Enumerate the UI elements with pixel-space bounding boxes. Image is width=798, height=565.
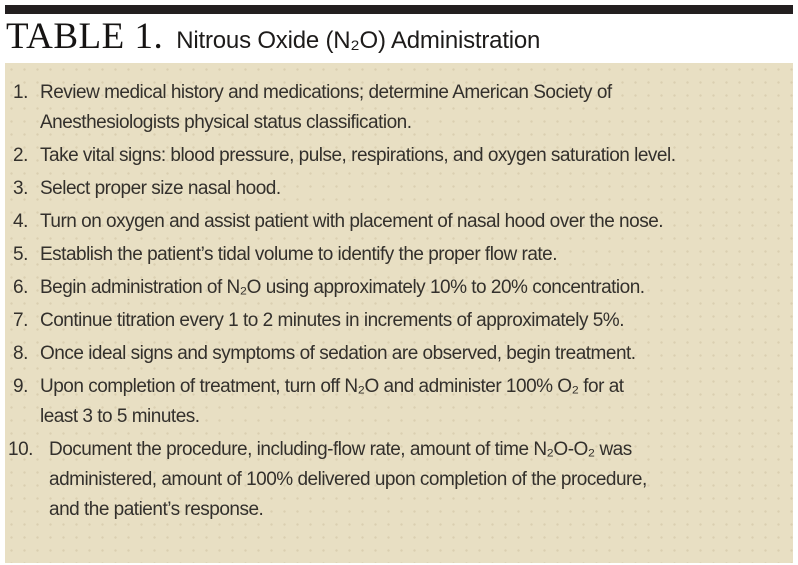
item-text: Review medical history and medications; determine American Society of Anesthesiologists physical status classification. xyxy=(40,82,612,133)
item-text: Take vital signs: blood pressure, pulse, respirations, and oxygen saturation level. xyxy=(40,145,676,166)
list-item xyxy=(5,174,789,204)
list-item xyxy=(5,78,789,138)
table-title: Nitrous Oxide (N₂O) Administration xyxy=(176,27,541,54)
item-text: Turn on oxygen and assist patient with placement of nasal hood over the nose. xyxy=(40,211,664,232)
item-number: 2. xyxy=(13,145,28,166)
list-item xyxy=(5,339,789,369)
item-text: Document the procedure, including-flow rate, amount of time N₂O-O₂ was administered, amount of 100% delivered upon completion of the procedure, and the patient’s response. xyxy=(49,439,647,520)
item-number: 6. xyxy=(13,277,28,298)
list-item xyxy=(5,240,789,270)
item-number: 1. xyxy=(13,82,28,103)
procedure-list xyxy=(5,78,789,525)
item-number: 4. xyxy=(13,211,28,232)
item-number: 10. xyxy=(8,439,33,460)
table-number-label: TABLE 1. xyxy=(6,16,164,57)
item-text: Upon completion of treatment, turn off N₂O and administer 100% O₂ for at least 3 to 5 minutes. xyxy=(40,376,624,427)
item-text: Once ideal signs and symptoms of sedation are observed, begin treatment. xyxy=(40,343,636,364)
item-number: 8. xyxy=(13,343,28,364)
list-item xyxy=(5,306,789,336)
item-number: 3. xyxy=(13,178,28,199)
item-number: 5. xyxy=(13,244,28,265)
list-item xyxy=(5,141,789,171)
item-text: Continue titration every 1 to 2 minutes in increments of approximately 5%. xyxy=(40,310,624,331)
top-rule-bar xyxy=(5,5,793,14)
list-item xyxy=(5,372,789,432)
list-item xyxy=(5,435,789,525)
list-item xyxy=(5,207,789,237)
item-text: Establish the patient’s tidal volume to identify the proper flow rate. xyxy=(40,244,558,265)
procedure-panel xyxy=(5,63,793,563)
table-header xyxy=(6,14,792,63)
item-number: 9. xyxy=(13,376,28,397)
item-text: Select proper size nasal hood. xyxy=(40,178,281,199)
list-item xyxy=(5,273,789,303)
item-number: 7. xyxy=(13,310,28,331)
item-text: Begin administration of N₂O using approximately 10% to 20% concentration. xyxy=(40,277,645,298)
